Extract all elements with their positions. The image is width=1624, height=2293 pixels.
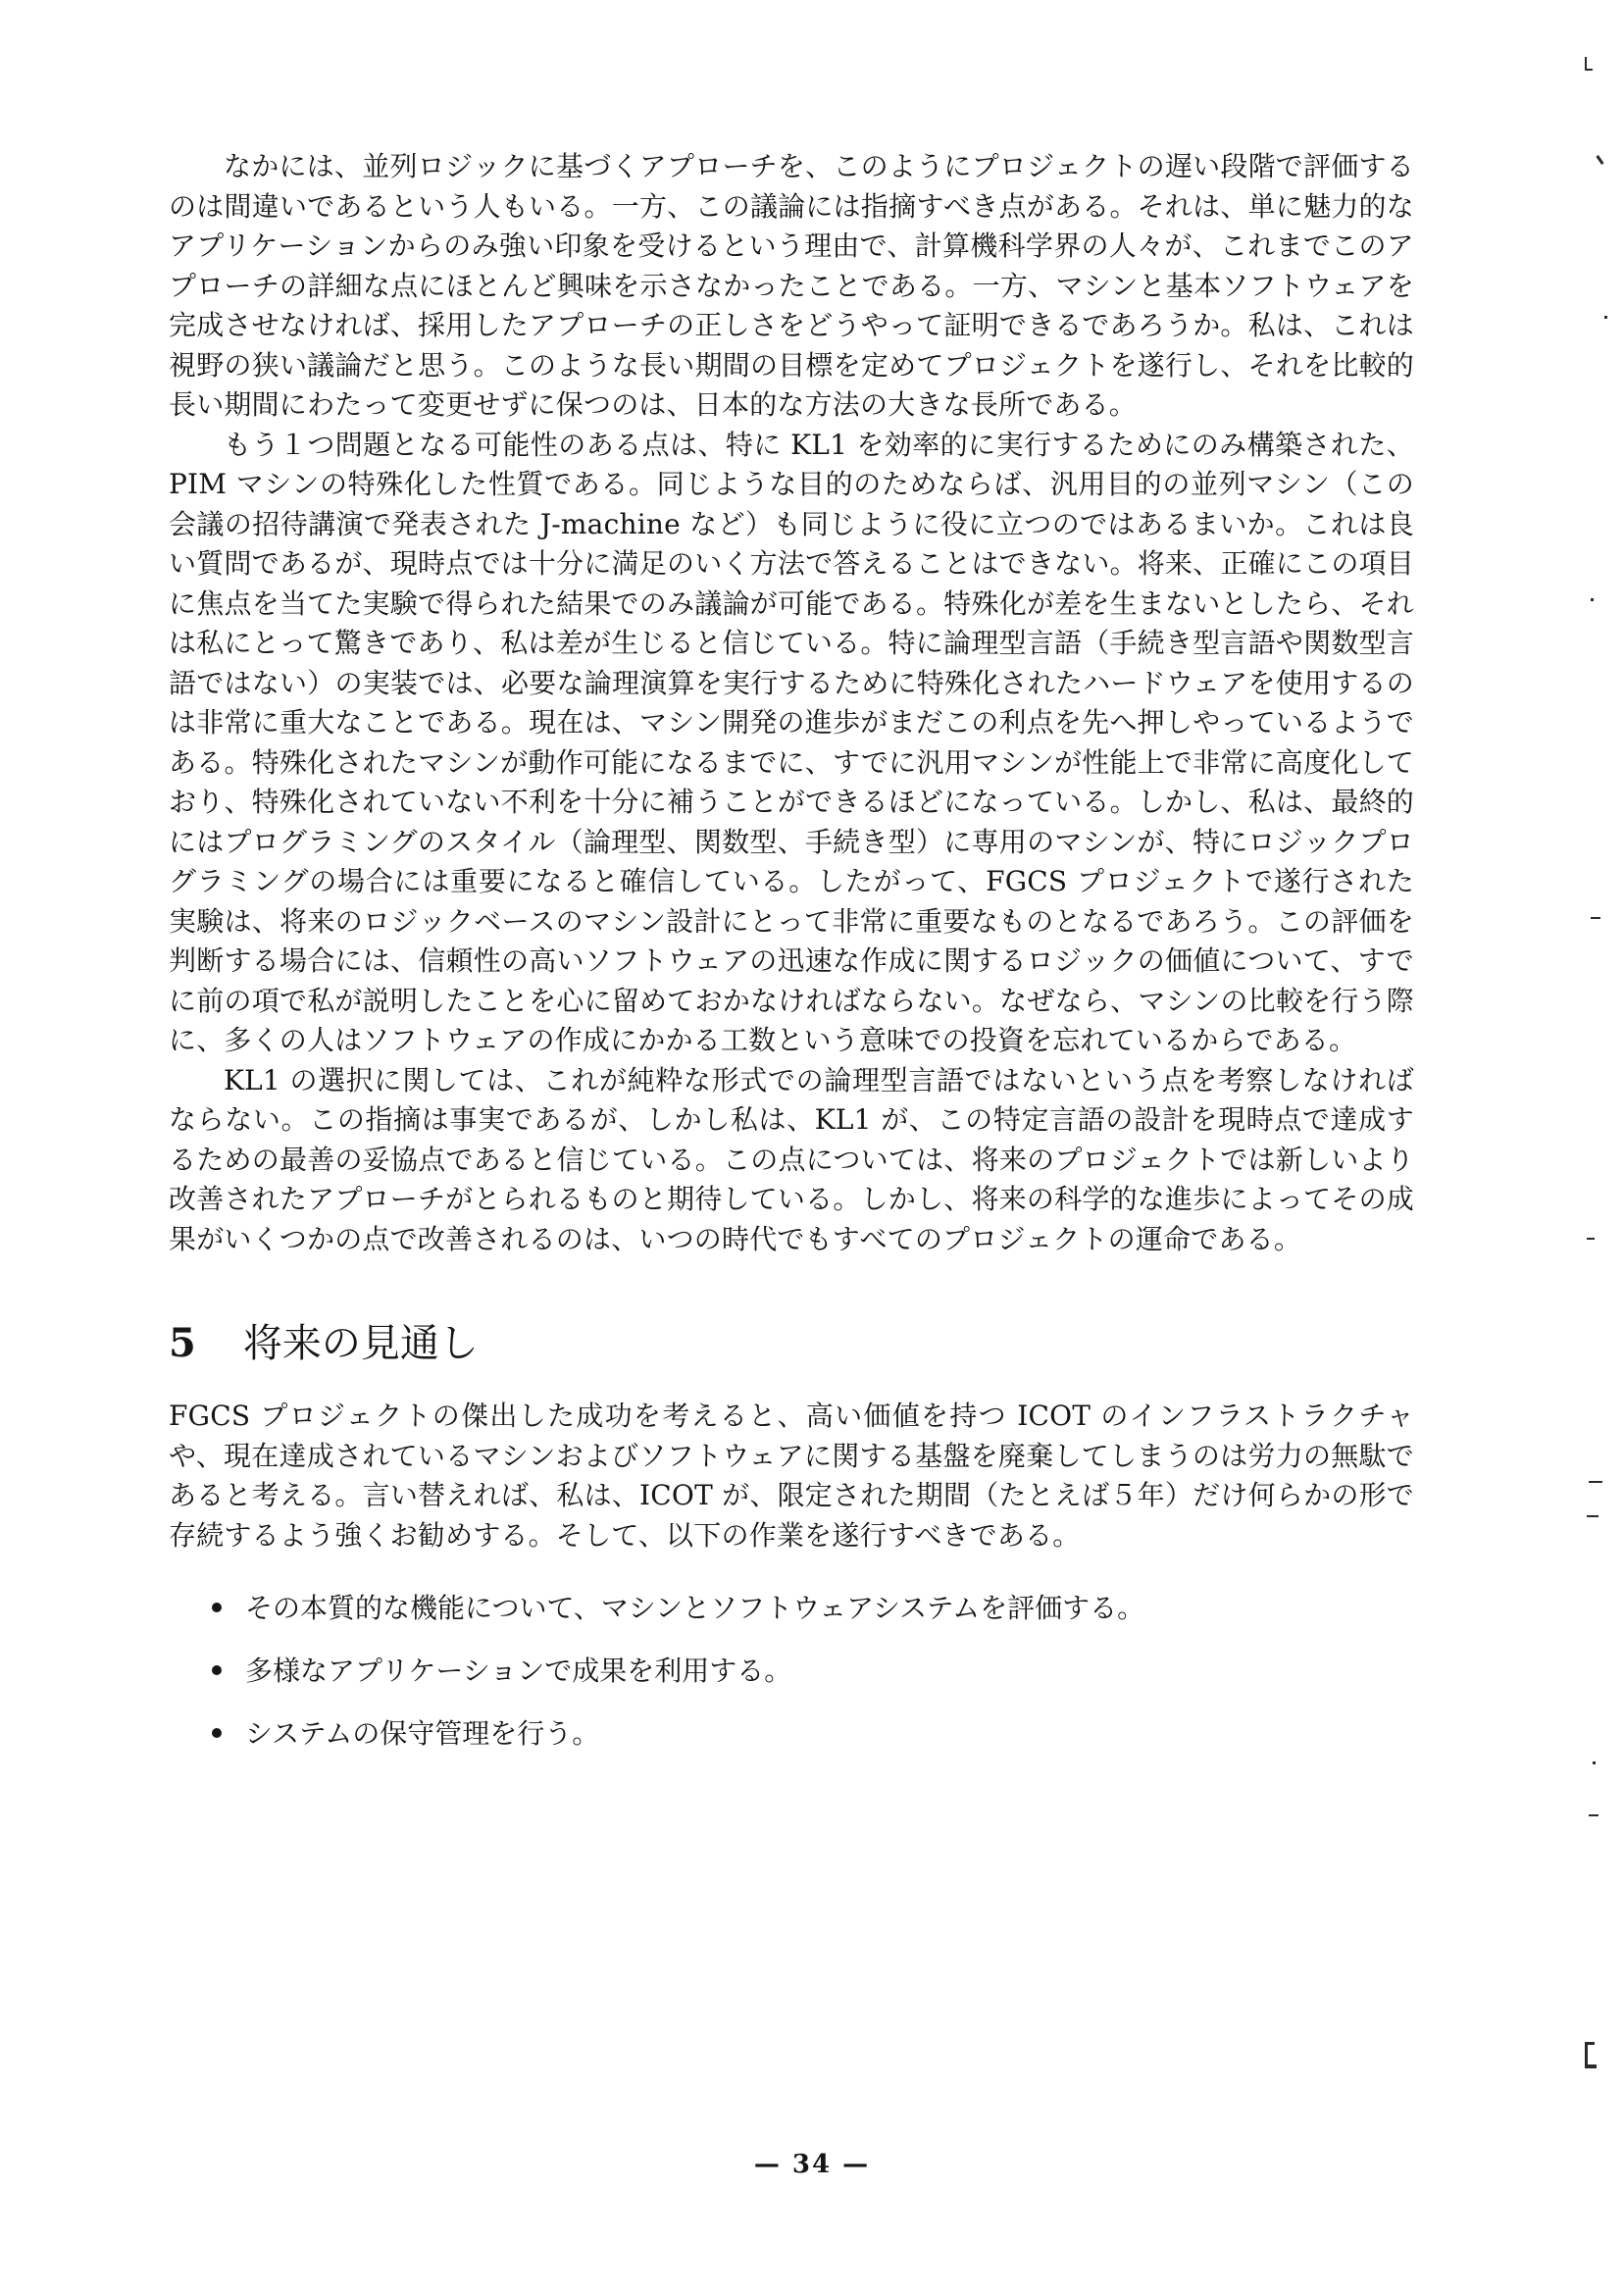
bullet-icon [212,1603,222,1612]
page-number: — 34 — [753,2150,871,2179]
body-paragraph-1: なかには、並列ロジックに基づくアプローチを、このようにプロジェクトの遅い段階で評価するのは間違いであるという人もいる。一方、この議論には指摘すべき点がある。それは、単に魅力的なアプリケーションからのみ強い印象を受けるという理由で、計算機科学界の人々が、これまでこのアプローチの詳細な点にほとんど興味を示さなかったことである。一方、マシンと基本ソフトウェアを完成させなければ、採用したアプローチの正しさをどうやって証明できるであろうか。私は、これは視野の狭い議論だと思う。このような長い期間の目標を定めてプロジェクトを遂行し、それを比較的長い期間にわたって変更せずに保つのは、日本的な方法の大きな長所である。 [169,150,1414,421]
scan-artifact-mark [1585,2042,1595,2045]
section-number: 5 [169,1320,196,1366]
scan-artifact-mark [1585,2064,1597,2068]
list-item-text: システムの保守管理を行う。 [245,1717,600,1750]
section-heading [169,1316,1414,1371]
document-page [169,147,1414,1777]
list-item [212,1589,1414,1628]
scan-artifact-mark [1587,1515,1599,1517]
scan-artifact-mark [1589,1481,1602,1483]
bullet-icon [212,1665,222,1675]
scan-artifact-mark [1593,1761,1596,1764]
scan-artifact-mark [1604,316,1607,319]
body-paragraph-2: もう１つ問題となる可能性のある点は、特に KL1 を効率的に実行するためにのみ構築された、PIM マシンの特殊化した性質である。同じような目的のためならば、汎用目的の並列マシン（この会議の招待講演で発表された J-machine など）も同じように役に立つのではあるまいか。これは良い質問であるが、現時点では十分に満足のいく方法で答えることはできない。将来、正確にこの項目に焦点を当てた実験で得られた結果でのみ議論が可能である。特殊化が差を生まないとしたら、それは私にとって驚きであり、私は差が生じると信じている。特に論理型言語（手続き型言語や関数型言語ではない）の実装では、必要な論理演算を実行するために特殊化されたハードウェアを使用するのは非常に重大なことである。現在は、マシン開発の進歩がまだこの利点を先へ押しやっているようである。特殊化されたマシンが動作可能になるまでに、すでに汎用マシンが性能上で非常に高度化しており、特殊化されていない不利を十分に補うことができるほどになっている。しかし、私は、最終的にはプログラミングのスタイル（論理型、関数型、手続き型）に専用のマシンが、特にロジックプログラミングの場合には重要になると確信している。したがって、FGCS プロジェクトで遂行された実験は、将来のロジックベースのマシン設計にとって非常に重要なものとなるであろう。この評価を判断する場合には、信頼性の高いソフトウェアの迅速な作成に関するロジックの価値について、すでに前の項で私が説明したことを心に留めておかなければならない。なぜなら、マシンの比較を行う際に、多くの人はソフトウェアの作成にかかる工数という意味での投資を忘れているからである。 [169,428,1414,1056]
list-item-text: 多様なアプリケーションで成果を利用する。 [245,1655,792,1687]
section-title: 将来の見通し [242,1321,479,1366]
task-bullet-list [169,1589,1414,1754]
scan-artifact-mark [1587,69,1593,71]
scan-artifact-mark [1596,155,1603,165]
bullet-icon [212,1728,222,1738]
body-paragraph-3: KL1 の選択に関しては、これが純粋な形式での論理型言語ではないという点を考察しなければならない。この指摘は事実であるが、しかし私は、KL1 が、この特定言語の設計を現時点で達成するための最善の妥協点であると信じている。この点については、将来のプロジェクトでは新しいより改善されたアプローチがとられるものと期待している。しかし、将来の科学的な進歩によってその成果がいくつかの点で改善されるのは、いつの時代でもすべてのプロジェクトの運命である。 [169,1063,1414,1255]
scan-artifact-mark [1589,1814,1599,1816]
scan-artifact-mark [1591,598,1594,601]
scan-artifact-mark [1591,917,1600,919]
list-item-text: その本質的な機能について、マシンとソフトウェアシステムを評価する。 [245,1592,1145,1624]
list-item [212,1714,1414,1754]
list-item [212,1652,1414,1691]
scan-artifact-mark [1587,1238,1595,1240]
section-intro-paragraph: FGCS プロジェクトの傑出した成功を考えると、高い価値を持つ ICOT のインフラストラクチャや、現在達成されているマシンおよびソフトウェアに関する基盤を廃棄してしまうのは労力の無駄であると考える。言い替えれば、私は、ICOT が、限定された期間（たとえば５年）だけ何らかの形で存続するよう強くお勧めする。そして、以下の作業を遂行すべきである。 [169,1400,1414,1552]
